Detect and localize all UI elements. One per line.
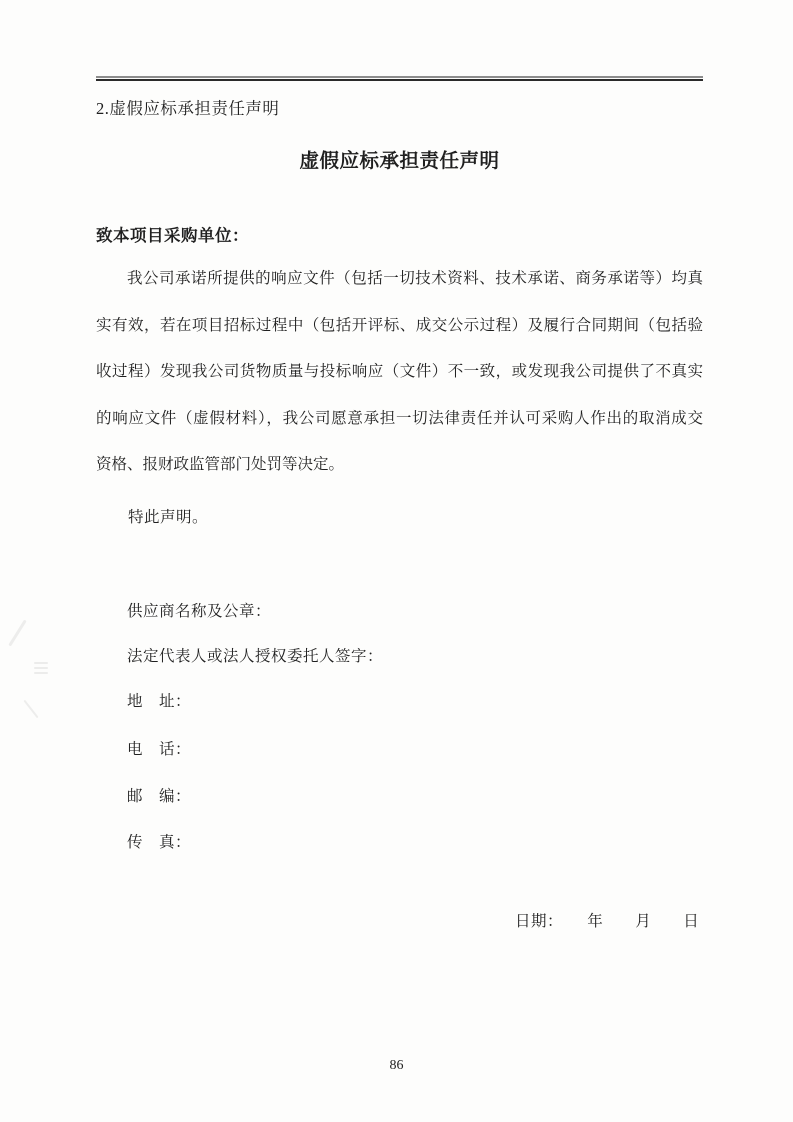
closing-statement: 特此声明。 xyxy=(128,509,209,526)
signature-field-postal-code: 邮 编： xyxy=(127,788,192,805)
document-title: 虚假应标承担责任声明 xyxy=(299,151,500,172)
scan-smudge xyxy=(8,619,26,646)
signature-field-fax: 传 真： xyxy=(127,834,192,851)
signature-field-legal-representative-signature: 法定代表人或法人授权委托人签字： xyxy=(127,648,384,665)
scan-smudge xyxy=(34,662,48,664)
scan-smudge xyxy=(23,700,38,719)
body-line: 资格、报财政监管部门处罚等决定。 xyxy=(96,456,345,473)
salutation: 致本项目采购单位： xyxy=(96,226,249,245)
body-paragraph xyxy=(96,256,703,489)
body-line: 我公司承诺所提供的响应文件（包括一切技术资料、技术承诺、商务承诺等）均真 xyxy=(127,270,703,287)
page-number: 86 xyxy=(389,1058,404,1073)
body-line: 收过程）发现我公司货物质量与投标响应（文件）不一致，或发现我公司提供了不真实 xyxy=(96,363,703,380)
signature-field-supplier-name-seal: 供应商名称及公章： xyxy=(127,603,272,620)
section-heading: 2.虚假应标承担责任声明 xyxy=(96,99,280,118)
body-line: 实有效，若在项目招标过程中（包括开评标、成交公示过程）及履行合同期间（包括验 xyxy=(96,316,703,334)
body-line: 的响应文件（虚假材料），我公司愿意承担一切法律责任并认可采购人作出的取消成交 xyxy=(96,409,703,427)
header-rule xyxy=(96,76,703,81)
signature-field-phone: 电 话： xyxy=(127,741,192,758)
date-line: 日期： 年 月 日 xyxy=(515,913,700,930)
signature-field-address: 地 址： xyxy=(127,693,192,710)
